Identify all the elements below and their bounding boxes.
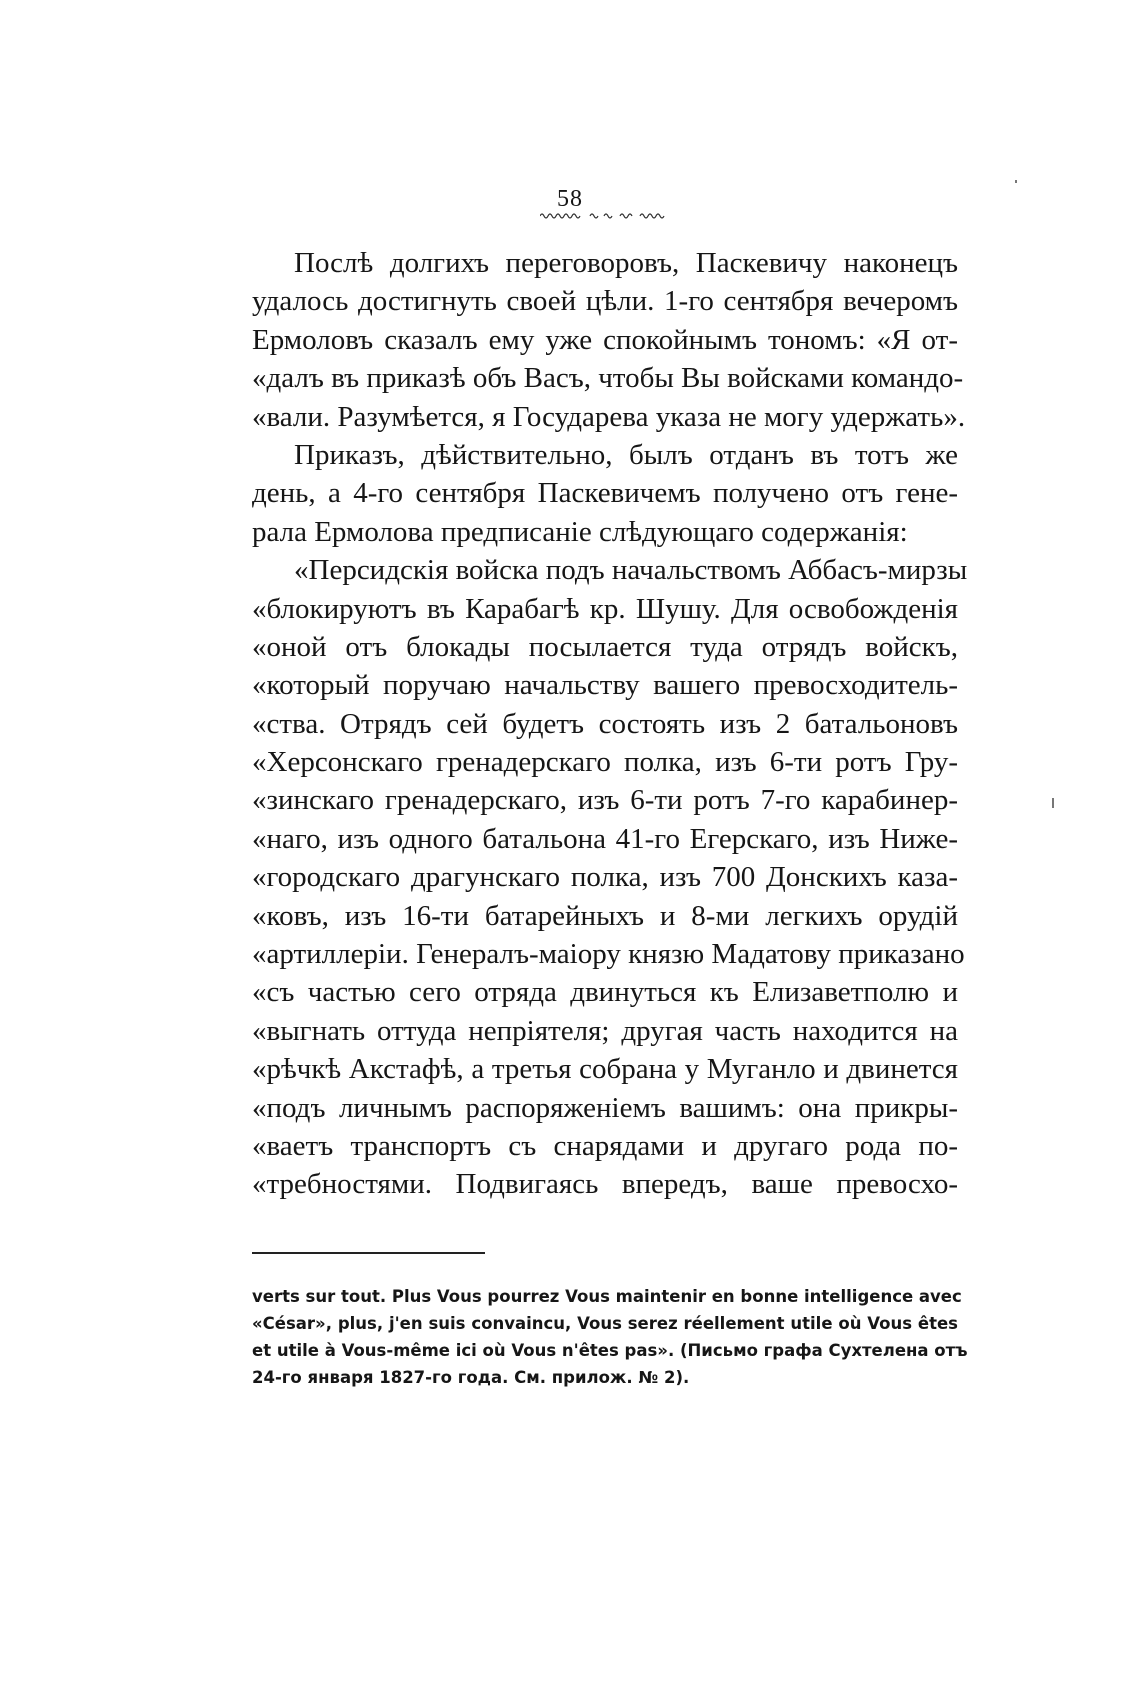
- footnote-line: verts sur tout. Plus Vous pourrez Vous maintenir en bonne intelligence avec: [252, 1287, 962, 1306]
- body-line: Приказъ, дѣйствительно, былъ отданъ въ тотъ же: [294, 438, 958, 471]
- body-line: «выгнать оттуда непріятеля; другая часть находится на: [252, 1014, 958, 1047]
- footnote: [252, 1283, 968, 1391]
- body-line: удалось достигнуть своей цѣли. 1-го сентября вечеромъ: [252, 285, 958, 318]
- body-line: «Херсонскаго гренадерскаго полка, изъ 6-ти ротъ Гру-: [252, 746, 958, 779]
- body-line: Послѣ долгихъ переговоровъ, Паскевичу наконецъ: [294, 247, 958, 279]
- body-line: «ваетъ транспортъ съ снарядами и другаго рода по-: [252, 1129, 958, 1162]
- page-number-ornament: [540, 210, 672, 220]
- body-line: день, а 4-го сентября Паскевичемъ получено отъ гене-: [252, 477, 958, 510]
- body-line: «наго, изъ одного батальона 41-го Егерскаго, изъ Ниже-: [252, 822, 958, 855]
- body-line: «Персидскія войска подъ начальствомъ Аббасъ-мирзы: [294, 554, 968, 587]
- body-line: «подъ личнымъ распоряженіемъ вашимъ: она прикры-: [252, 1091, 958, 1124]
- footnote-separator: [252, 1252, 485, 1254]
- body-line: «вали. Разумѣется, я Государева указа не могу удержать».: [252, 400, 966, 433]
- body-line: «требностями. Подвигаясь впередъ, ваше превосхо-: [252, 1168, 958, 1201]
- body-line: «ства. Отрядъ сей будетъ состоять изъ 2 батальоновъ: [252, 707, 958, 740]
- body-line: «зинскаго гренадерскаго, изъ 6-ти ротъ 7-го карабинер-: [252, 784, 958, 817]
- body-line: «городскаго драгунскаго полка, изъ 700 Донскихъ каза-: [252, 861, 958, 894]
- footnote-line: 24-го января 1827-го года. См. прилож. № 2).: [252, 1368, 690, 1387]
- body-line: «оной отъ блокады посылается туда отрядъ войскъ,: [252, 630, 958, 663]
- body-line: «далъ въ приказѣ объ Васъ, чтобы Вы войсками командо-: [252, 362, 964, 395]
- footnote-line: «César», plus, j'en suis convaincu, Vous serez réellement utile où Vous êtes: [252, 1314, 958, 1333]
- body-line: «артиллеріи. Генералъ-маіору князю Мадатову приказано: [252, 938, 965, 971]
- footnote-line: et utile à Vous-même ici où Vous n'êtes pas». (Письмо графа Сухтелена отъ: [252, 1341, 968, 1360]
- body-line: «съ частью сего отряда двинуться къ Елизаветполю и: [252, 976, 958, 1009]
- page-number: 58: [557, 186, 583, 212]
- body-line: «рѣчкѣ Акстафѣ, а третья собрана у Муганло и двинется: [252, 1053, 958, 1086]
- scan-speck: [1015, 180, 1017, 183]
- body-line: «который поручаю начальству вашего превосходитель-: [252, 669, 958, 702]
- body-line: «ковъ, изъ 16-ти батарейныхъ и 8-ми легкихъ орудій: [252, 899, 958, 932]
- body-line: «блокируютъ въ Карабагѣ кр. Шушу. Для освобожденія: [252, 592, 958, 625]
- scan-speck: [1052, 798, 1054, 808]
- body-line: рала Ермолова предписаніе слѣдующаго содержанія:: [252, 515, 908, 548]
- body-line: Ермоловъ сказалъ ему уже спокойнымъ тономъ: «Я от-: [252, 323, 958, 356]
- main-text: [252, 244, 968, 1204]
